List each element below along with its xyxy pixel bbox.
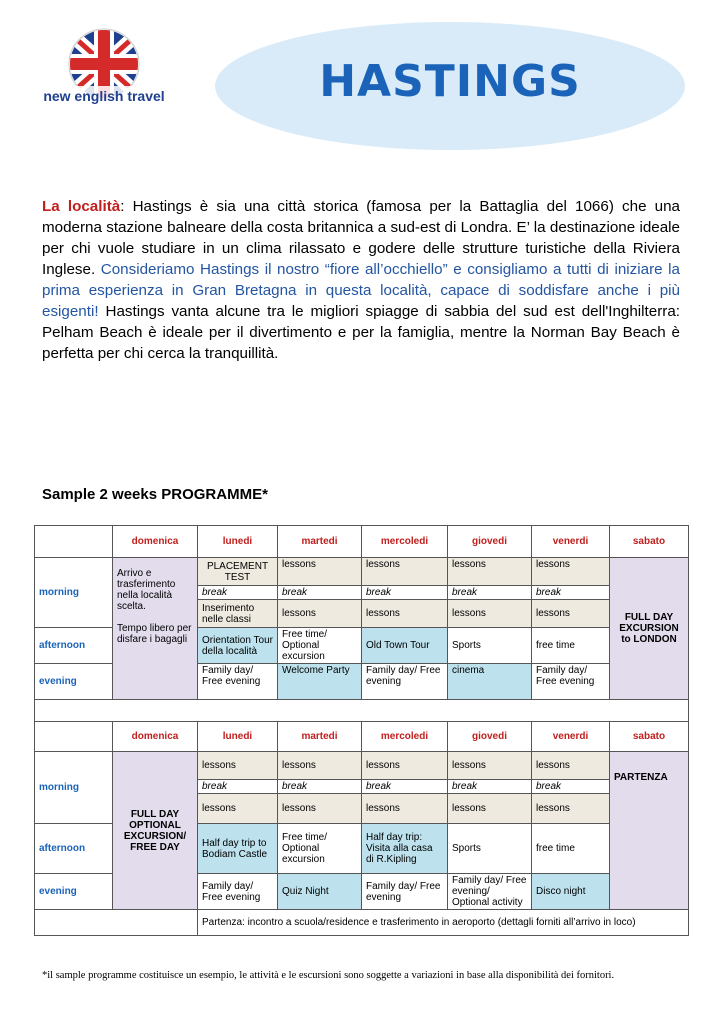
cell: Half day trip to Bodiam Castle xyxy=(198,824,278,874)
corner-cell xyxy=(35,722,113,752)
spacer-row xyxy=(35,700,689,722)
cell: Free time/ Optional excursion xyxy=(278,628,362,664)
row-header-morning: morning xyxy=(35,752,113,824)
cell: lessons xyxy=(362,600,448,628)
cell: break xyxy=(448,586,532,600)
logo-text: new english travel xyxy=(43,88,165,104)
cell: lessons xyxy=(278,794,362,824)
cell: lessons xyxy=(362,752,448,780)
table-row xyxy=(35,558,689,586)
spacer-cell xyxy=(35,700,689,722)
cell: Orientation Tour della località xyxy=(198,628,278,664)
cell: cinema xyxy=(448,664,532,700)
row-header-afternoon: afternoon xyxy=(35,824,113,874)
cell: Family day/ Free evening xyxy=(198,874,278,910)
cell: Family day/ Free evening xyxy=(198,664,278,700)
programme-title: Sample 2 weeks PROGRAMME* xyxy=(42,486,268,503)
day-header: giovedi xyxy=(448,722,532,752)
cell: Welcome Party xyxy=(278,664,362,700)
week1-sunday-cell: Arrivo e trasferimento nella località scelta. Tempo libero per disfare i bagagli xyxy=(113,558,198,700)
logo-union-jack-icon xyxy=(34,28,174,118)
cell: free time xyxy=(532,628,610,664)
cell: break xyxy=(278,780,362,794)
cell: break xyxy=(198,586,278,600)
table-row xyxy=(35,752,689,780)
day-header: domenica xyxy=(113,722,198,752)
cell: Family day/ Free evening xyxy=(362,664,448,700)
cell: Sports xyxy=(448,628,532,664)
cell: Free time/ Optional excursion xyxy=(278,824,362,874)
row-header-afternoon: afternoon xyxy=(35,628,113,664)
cell: Family day/ Free evening/ Optional activity xyxy=(448,874,532,910)
intro-paragraph xyxy=(42,196,680,364)
cell: free time xyxy=(532,824,610,874)
cell: lessons xyxy=(448,794,532,824)
cell: Family day/ Free evening xyxy=(362,874,448,910)
intro-text-1: : Hastings è sia una città storica (famosa per la Battaglia del 1066) che una moderna stazione balneare della costa britannica a sud-est di Londra. E’ la destinazione ideale per chi vuole studiare in un clima rilassato e godere delle strutture turistiche della Riviera Inglese. xyxy=(42,198,680,278)
day-header: mercoledi xyxy=(362,526,448,558)
cell: lessons xyxy=(198,752,278,780)
cell: Disco night xyxy=(532,874,610,910)
cell: lessons xyxy=(448,558,532,586)
day-header: sabato xyxy=(610,722,689,752)
row-header-evening: evening xyxy=(35,664,113,700)
intro-text-2: Hastings vanta alcune tra le migliori spiagge di sabbia del sud est dell'Inghilterra: Pelham Beach è ideale per il divertimento e per la famiglia, mentre la Norman Bay Beach è perfetta per chi cerca la tranquillità. xyxy=(42,303,680,362)
cell: Inserimento nelle classi xyxy=(198,600,278,628)
cell: PLACEMENT TEST xyxy=(198,558,278,586)
cell: lessons xyxy=(448,600,532,628)
cell: lessons xyxy=(278,752,362,780)
day-header: martedi xyxy=(278,722,362,752)
day-header: giovedi xyxy=(448,526,532,558)
cell: break xyxy=(278,586,362,600)
cell: lessons xyxy=(532,752,610,780)
cell: break xyxy=(448,780,532,794)
week1-header-row xyxy=(35,526,689,558)
cell: break xyxy=(198,780,278,794)
cell: lessons xyxy=(278,600,362,628)
cell: break xyxy=(362,780,448,794)
cell: lessons xyxy=(448,752,532,780)
departure-row xyxy=(35,910,689,936)
cell: Family day/ Free evening xyxy=(532,664,610,700)
cell: lessons xyxy=(532,794,610,824)
header xyxy=(0,0,724,160)
day-header: venerdi xyxy=(532,526,610,558)
day-header: sabato xyxy=(610,526,689,558)
day-header: lunedi xyxy=(198,722,278,752)
cell: lessons xyxy=(198,794,278,824)
intro-highlight: Consideriamo Hastings il nostro “fiore all’occhiello” e consigliamo a tutti di iniziare la prima esperienza in Gran Bretagna in questa località, capace di soddisfare anche i più esigenti! xyxy=(42,261,680,320)
footnote: *il sample programme costituisce un esempio, le attività e le escursioni sono soggette a variazioni in base alla disponibilità dei fornitori. xyxy=(42,970,615,981)
row-header-evening: evening xyxy=(35,874,113,910)
cell: Old Town Tour xyxy=(362,628,448,664)
cell: Sports xyxy=(448,824,532,874)
row-header-morning: morning xyxy=(35,558,113,628)
day-header: martedi xyxy=(278,526,362,558)
day-header: mercoledi xyxy=(362,722,448,752)
departure-cell: Partenza: incontro a scuola/residence e trasferimento in aeroporto (dettagli forniti all’arrivo in loco) xyxy=(198,910,689,936)
week2-saturday-cell: PARTENZA xyxy=(610,752,689,910)
cell: lessons xyxy=(362,558,448,586)
day-header: domenica xyxy=(113,526,198,558)
week2-header-row xyxy=(35,722,689,752)
cell: lessons xyxy=(532,600,610,628)
day-header: lunedi xyxy=(198,526,278,558)
cell: Half day trip: Visita alla casa di R.Kipling xyxy=(362,824,448,874)
week2-sunday-cell: FULL DAY OPTIONAL EXCURSION/ FREE DAY xyxy=(113,752,198,910)
intro-label: La località xyxy=(42,198,121,215)
cell: Quiz Night xyxy=(278,874,362,910)
cell: lessons xyxy=(362,794,448,824)
cell: lessons xyxy=(532,558,610,586)
week1-saturday-cell: FULL DAY EXCURSION to LONDON xyxy=(610,558,689,700)
day-header: venerdi xyxy=(532,722,610,752)
cell: lessons xyxy=(278,558,362,586)
page-title: HASTINGS xyxy=(319,56,581,107)
programme-table xyxy=(34,525,689,936)
cell: break xyxy=(362,586,448,600)
cell: break xyxy=(532,586,610,600)
corner-cell xyxy=(35,526,113,558)
departure-blank-cell xyxy=(35,910,198,936)
cell: break xyxy=(532,780,610,794)
